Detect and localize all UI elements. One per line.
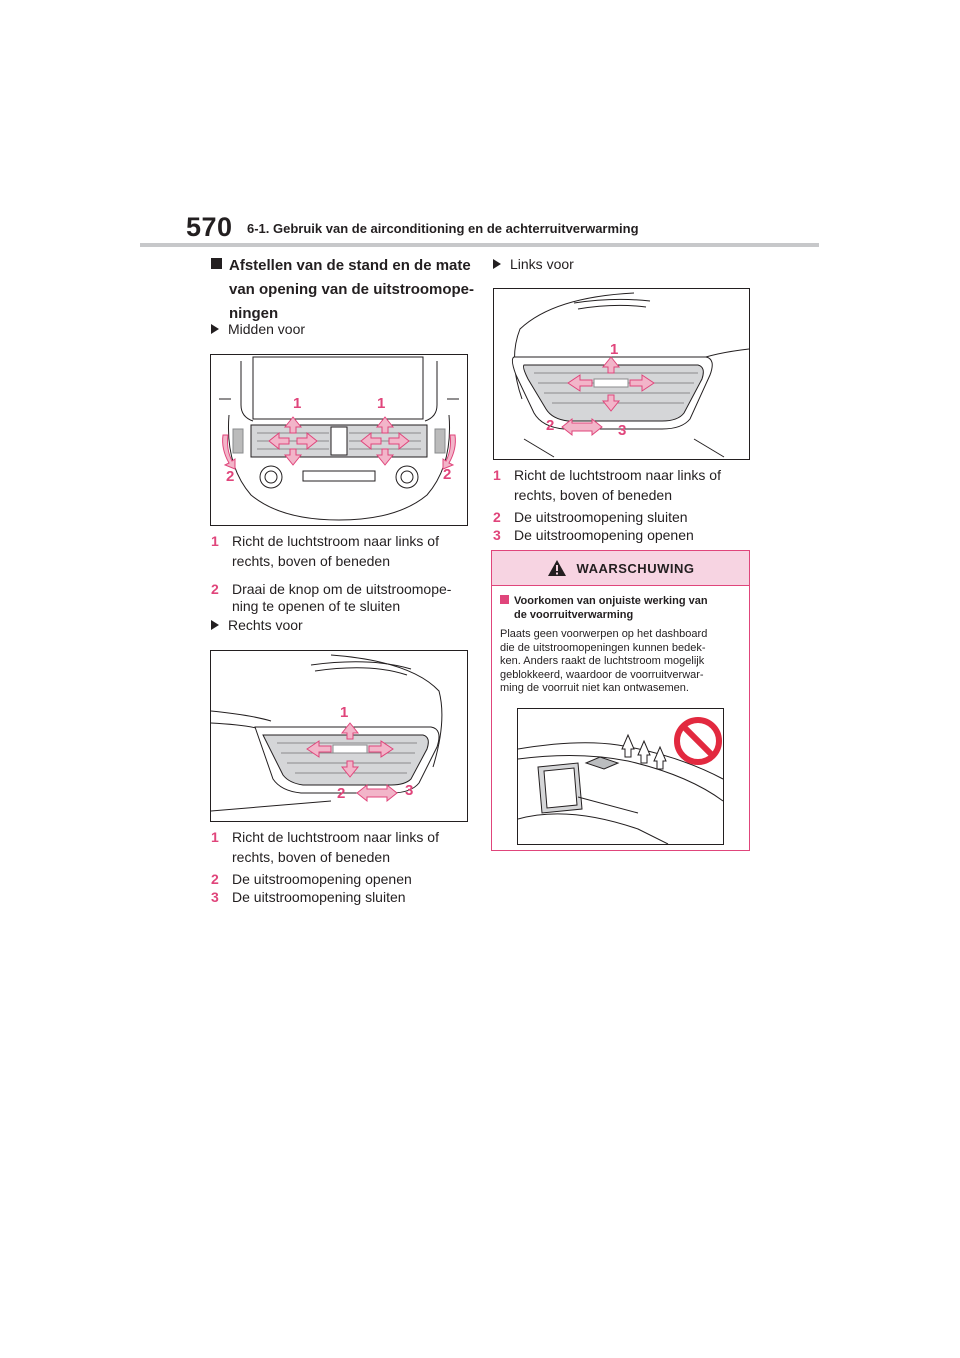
callout-2-left: 2 — [226, 468, 235, 485]
triangle-bullet-icon — [211, 620, 219, 630]
bullet-front-center: Midden voor — [211, 321, 305, 337]
front-left-items — [493, 465, 721, 545]
callout-1: 1 — [340, 704, 349, 721]
page-header: 6-1. Gebruik van de airconditioning en de achterruitverwarming — [247, 221, 639, 236]
pink-square-icon — [500, 595, 509, 604]
list-item: 2 De uitstroomopening sluiten — [493, 509, 688, 525]
callout-2: 2 — [337, 785, 346, 802]
list-item: 3 De uitstroomopening openen — [493, 527, 694, 543]
section-heading-line-1: Afstellen van de stand en de mate — [211, 254, 474, 278]
callout-3: 3 — [618, 422, 627, 439]
figure-front-left-vent — [493, 288, 750, 460]
header-rule — [140, 243, 819, 247]
callout-2: 2 — [546, 417, 555, 434]
callout-1-right: 1 — [377, 395, 386, 412]
front-center-items — [211, 531, 451, 615]
list-item: 2 De uitstroomopening openen — [211, 871, 412, 887]
warning-header — [492, 551, 749, 586]
callout-1: 1 — [610, 341, 619, 358]
list-item: 1 Richt de luchtstroom naar links of rechts, boven of beneden — [493, 467, 721, 503]
warning-subtitle: Voorkomen van onjuiste werking van de voorruitverwarming — [500, 594, 741, 622]
figure-dashboard-blocked — [517, 708, 724, 845]
list-item: 1 Richt de luchtstroom naar links of rechts, boven of beneden — [211, 533, 439, 569]
warning-triangle-icon — [547, 559, 567, 577]
list-item: 2 Draai de knop om de uitstroomope- ning te openen of te sluiten — [211, 581, 452, 614]
list-item: 3 De uitstroomopening sluiten — [211, 889, 406, 905]
triangle-bullet-icon — [493, 259, 501, 269]
figure-front-right-vent — [210, 650, 468, 822]
warning-body: Plaats geen voorwerpen op het dashboard die de uitstroomopeningen kunnen bedek- ken. Anders raakt de luchtstroom mogelijk geblokkeerd, waardoor de voorruitverwar- ming de voorruit niet kan ontwasemen. — [500, 628, 708, 694]
section-heading — [211, 254, 474, 326]
front-right-items — [211, 827, 439, 907]
warning-title: WAARSCHUWING — [576, 560, 695, 576]
callout-2-right: 2 — [443, 466, 452, 483]
bullet-front-right: Rechts voor — [211, 617, 303, 633]
heading-square-icon — [211, 258, 222, 269]
warning-box — [491, 550, 750, 851]
callout-1-left: 1 — [293, 395, 302, 412]
page-number: 570 — [186, 212, 233, 242]
section-heading-line-3: ningen — [229, 305, 279, 322]
figure-front-center-vents — [210, 354, 468, 526]
bullet-front-left: Links voor — [493, 256, 574, 272]
callout-3: 3 — [405, 782, 414, 799]
triangle-bullet-icon — [211, 324, 219, 334]
section-heading-line-2: van opening van de uitstroomope- — [229, 281, 475, 298]
prohibition-icon — [677, 720, 719, 762]
list-item: 1 Richt de luchtstroom naar links of rechts, boven of beneden — [211, 829, 439, 865]
